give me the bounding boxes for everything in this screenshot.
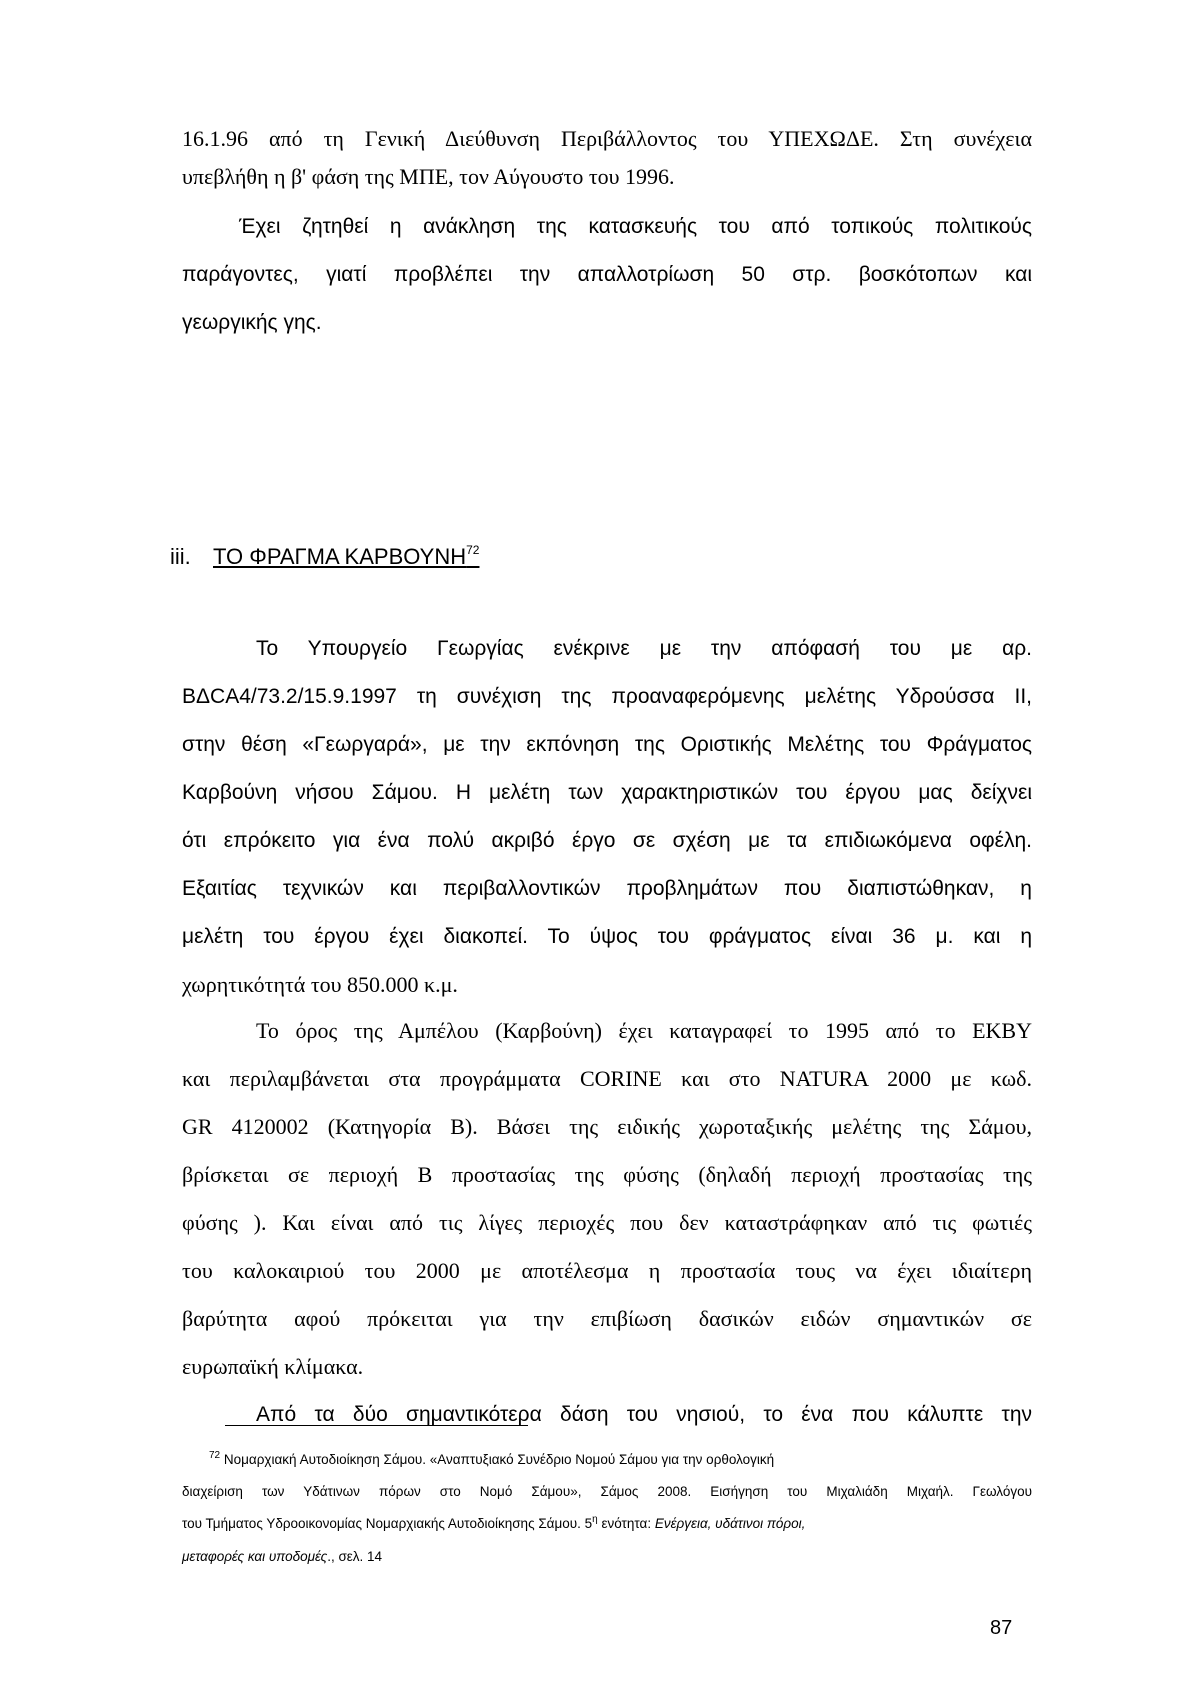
paragraph2-line-7: βαρύτητα αφού πρόκειται για την επιβίωση δασικών ειδών σημαντικών σε: [182, 1306, 1032, 1331]
footnote-line-3-a: του Τμήματος Υδροοικονομίας Νομαρχιακής Αυτοδιοίκησης Σάμου. 5: [182, 1516, 593, 1531]
paragraph2-line-5: φύσης ). Και είναι από τις λίγες περιοχές που δεν καταστράφηκαν από τις φωτιές: [182, 1210, 1032, 1235]
footnote-line-4-rest: ., σελ. 14: [327, 1549, 383, 1564]
footnote-line-3-b: ενότητα:: [597, 1516, 655, 1531]
intro-line-5: γεωργικής γης.: [182, 311, 322, 334]
page-number: 87: [990, 1617, 1013, 1639]
footnote-line-3-italic: Ενέργεια, υδάτινοι πόροι,: [654, 1516, 806, 1531]
footnote-line-2: διαχείριση των Υδάτινων πόρων στο Νομό Σάμου», Σάμος 2008. Εισήγηση του Μιχαλιάδη Μιχαήλ. Γεωλόγου: [182, 1484, 1032, 1499]
footnote-line-3: [182, 1515, 805, 1533]
paragraph2-line-3: GR 4120002 (Κατηγορία Β). Βάσει της ειδικής χωροταξικής μελέτης της Σάμου,: [182, 1114, 1032, 1139]
paragraph1-line-6: Εξαιτίας τεχνικών και περιβαλλοντικών προβλημάτων που διαπιστώθηκαν, η: [182, 877, 1032, 900]
section-title-wrap: [213, 544, 479, 570]
paragraph2-line-6: του καλοκαιριού του 2000 με αποτέλεσμα η προστασία τους να έχει ιδιαίτερη: [182, 1258, 1032, 1283]
footnote-line-3-sup: η: [592, 1514, 598, 1525]
footnote-separator: [225, 1425, 528, 1426]
footnote-line-4-italic: μεταφορές και υποδομές: [182, 1549, 328, 1564]
paragraph2-line-4: βρίσκεται σε περιοχή Β προστασίας της φύσης (δηλαδή περιοχή προστασίας της: [182, 1162, 1032, 1187]
section-footnote-ref: 72: [466, 543, 480, 557]
footnote-line-1-text: Νομαρχιακή Αυτοδιοίκηση Σάμου. «Αναπτυξιακό Συνέδριο Νομού Σάμου για την ορθολογική: [223, 1452, 775, 1467]
section-number: iii.: [170, 544, 191, 569]
paragraph1-line-7: μελέτη του έργου έχει διακοπεί. Το ύψος του φράγματος είναι 36 μ. και η: [182, 925, 1032, 948]
paragraph2-line-2: και περιλαμβάνεται στα προγράμματα CORINE και στο NATURA 2000 με κωδ.: [182, 1066, 1032, 1091]
paragraph1-line-8: χωρητικότητά του 850.000 κ.μ.: [182, 972, 458, 997]
intro-line-1: 16.1.96 από τη Γενική Διεύθυνση Περιβάλλοντος του ΥΠΕΧΩΔΕ. Στη συνέχεια: [182, 126, 1032, 151]
paragraph1-line-3: στην θέση «Γεωργαρά», με την εκπόνηση της Οριστικής Μελέτης του Φράγματος: [182, 733, 1032, 756]
paragraph2-line-1: Το όρος της Αμπέλου (Καρβούνη) έχει καταγραφεί το 1995 από το ΕΚΒΥ: [256, 1018, 1032, 1043]
intro-line-3: Έχει ζητηθεί η ανάκληση της κατασκευής του από τοπικούς πολιτικούς: [239, 215, 1032, 238]
intro-line-4: παράγοντες, γιατί προβλέπει την απαλλοτρίωση 50 στρ. βοσκότοπων και: [182, 263, 1032, 286]
section-title: ΤΟ ΦΡΑΓΜΑ ΚΑΡΒΟΥΝΗ: [213, 544, 467, 569]
paragraph1-line-5: ότι επρόκειτο για ένα πολύ ακριβό έργο σε σχέση με τα επιδιωκόμενα οφέλη.: [182, 829, 1032, 852]
footnote-line-1: [209, 1451, 774, 1469]
paragraph1-line-4: Καρβούνη νήσου Σάμου. Η μελέτη των χαρακτηριστικών του έργου μας δείχνει: [182, 781, 1032, 804]
paragraph1-line-2: ΒΔCΑ4/73.2/15.9.1997 τη συνέχιση της προαναφερόμενης μελέτης Υδρούσσα ΙΙ,: [182, 685, 1032, 708]
footnote-ref: 72: [209, 1450, 221, 1461]
footnote-line-4: [182, 1548, 382, 1566]
paragraph2-line-8: ευρωπαϊκή κλίμακα.: [182, 1354, 364, 1379]
paragraph3-line-1: Από τα δύο σημαντικότερα δάση του νησιού, το ένα που κάλυπτε την: [256, 1403, 1032, 1426]
intro-line-2: υπεβλήθη η β' φάση της ΜΠΕ, τον Αύγουστο του 1996.: [182, 164, 675, 189]
paragraph1-line-1: Το Υπουργείο Γεωργίας ενέκρινε με την απόφασή του με αρ.: [256, 637, 1032, 660]
